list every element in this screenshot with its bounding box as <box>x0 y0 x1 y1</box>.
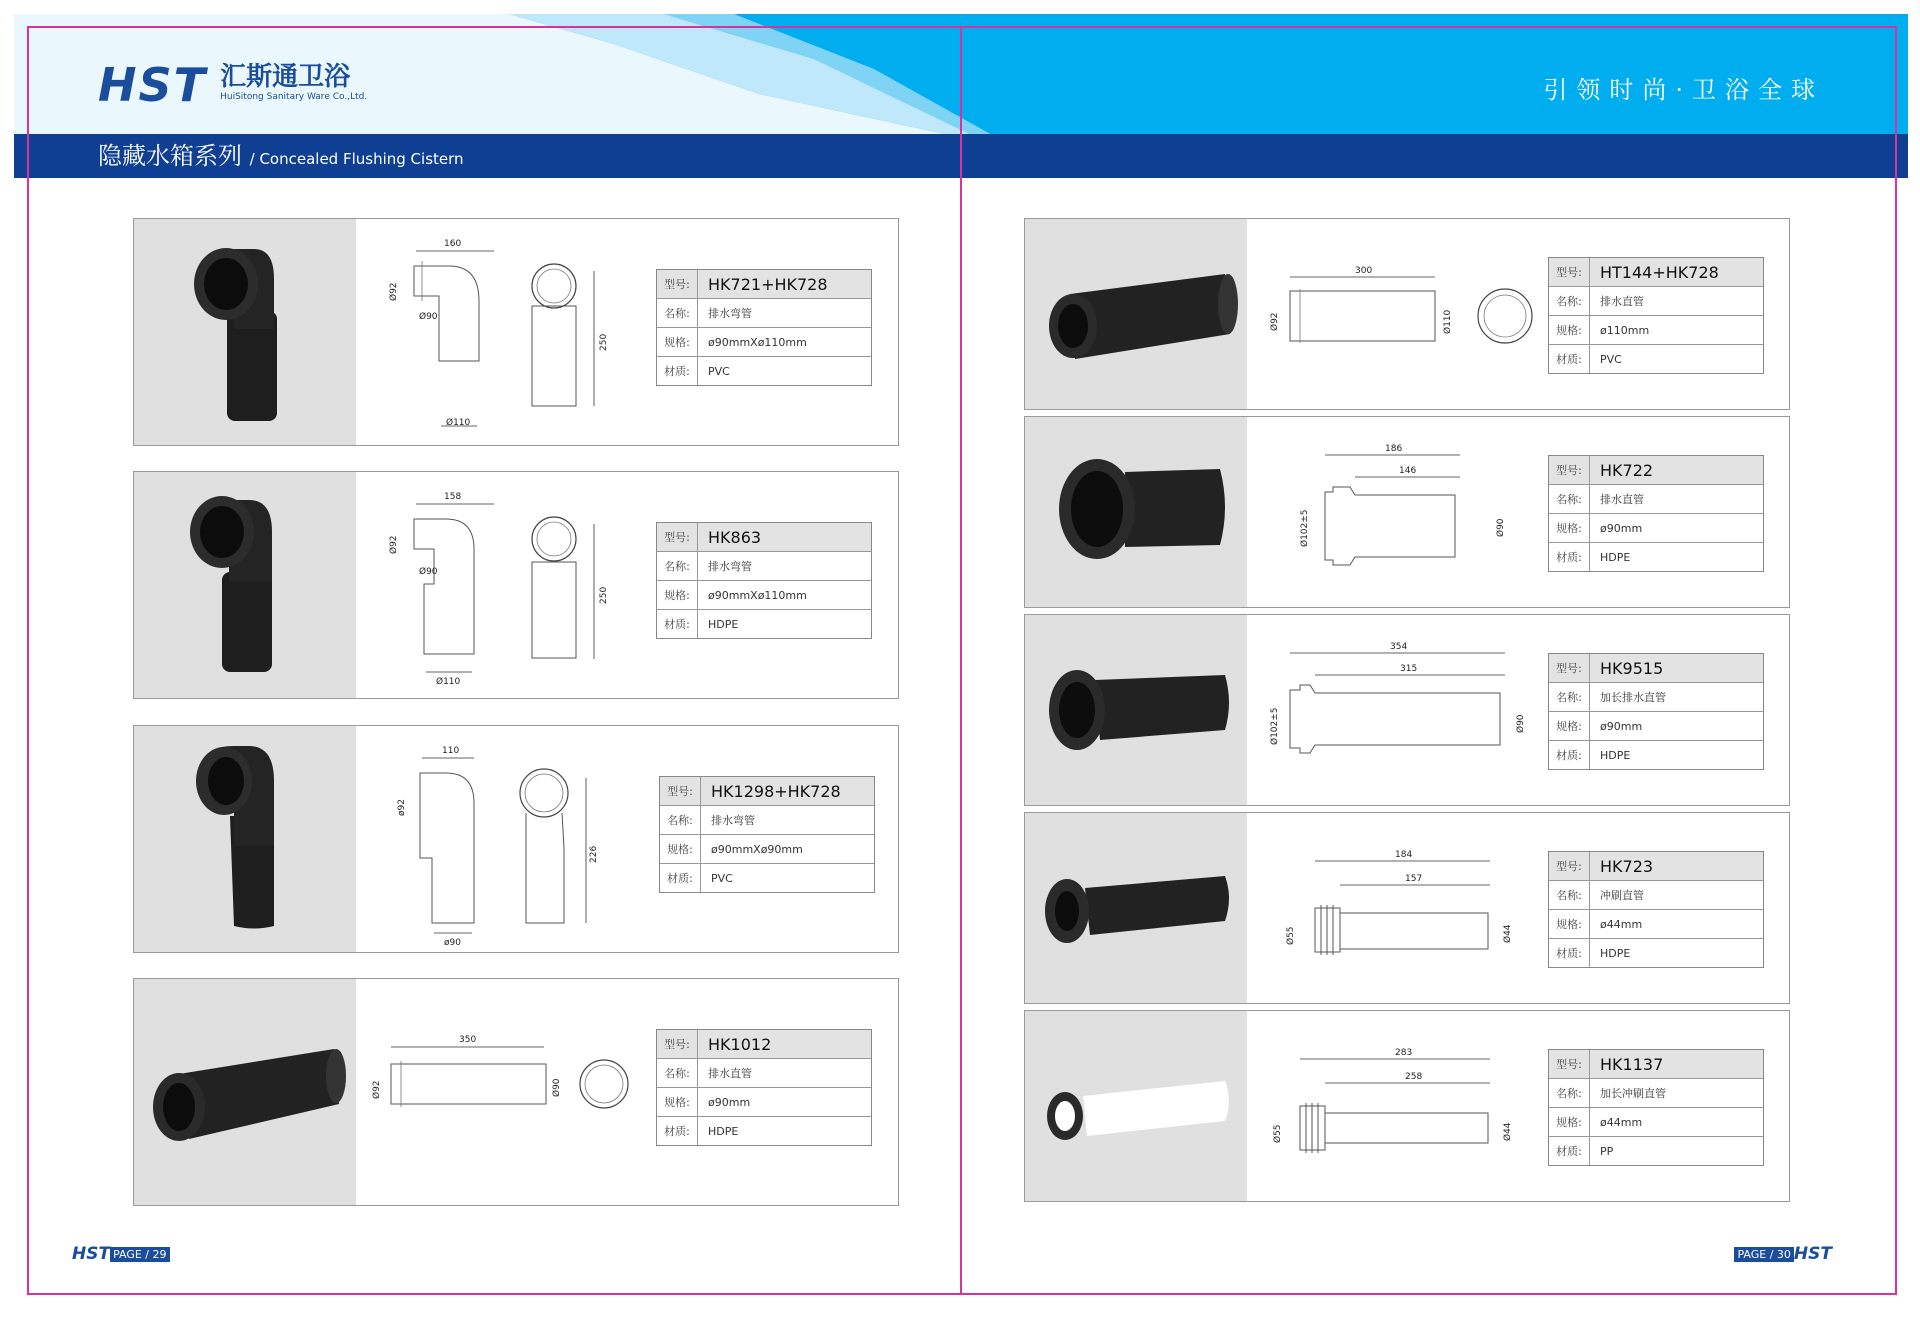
model-value: HK723 <box>1600 856 1654 876</box>
page-number: PAGE / 29 <box>110 1247 169 1262</box>
product-card <box>133 218 899 446</box>
svg-text:157: 157 <box>1405 874 1423 884</box>
svg-text:ø92: ø92 <box>397 799 407 816</box>
flush-pipe-image <box>1025 1011 1247 1201</box>
spec-label: 规格: <box>1549 316 1590 344</box>
spec-label: 名称: <box>1549 881 1590 909</box>
spec-label: 材质: <box>1549 939 1590 967</box>
spec-label: 材质: <box>657 610 698 638</box>
technical-drawing <box>1275 437 1535 587</box>
section-title <box>98 140 464 175</box>
page-number: PAGE / 30 <box>1734 1247 1793 1262</box>
footer-logo: HST <box>1793 1244 1832 1264</box>
spec-label: 材质: <box>1549 543 1590 571</box>
section-title-cn: 隐藏水箱系列 <box>98 142 242 170</box>
spec-table <box>1548 455 1764 572</box>
svg-text:354: 354 <box>1390 642 1408 652</box>
spec-label: 型号: <box>1549 258 1590 286</box>
technical-drawing <box>1255 843 1535 973</box>
spec-label: 名称: <box>1549 1079 1590 1107</box>
svg-text:184: 184 <box>1395 850 1413 860</box>
spec-label: 型号: <box>1549 654 1590 682</box>
guide-line-right <box>1895 26 1897 1295</box>
logo-mark: HST <box>98 58 208 112</box>
product-photo <box>1025 219 1247 409</box>
product-card <box>1024 614 1790 806</box>
spec-label: 规格: <box>1549 712 1590 740</box>
guide-line-top <box>27 26 1897 28</box>
product-card <box>133 471 899 699</box>
svg-text:Ø55: Ø55 <box>1286 926 1296 945</box>
spec-label: 规格: <box>1549 910 1590 938</box>
model-value: HK1137 <box>1600 1054 1664 1074</box>
spec-value: ø110mm <box>1600 323 1650 337</box>
svg-text:Ø44: Ø44 <box>1503 1122 1513 1141</box>
svg-text:Ø90: Ø90 <box>419 567 438 577</box>
svg-text:350: 350 <box>459 1035 477 1045</box>
svg-text:Ø110: Ø110 <box>1443 309 1453 334</box>
spec-value: ø90mmXø90mm <box>711 842 803 856</box>
product-photo <box>1025 417 1247 607</box>
product-photo <box>134 979 356 1205</box>
guide-line-left <box>27 26 29 1295</box>
spec-label: 名称: <box>660 806 701 834</box>
spec-label: 规格: <box>1549 514 1590 542</box>
svg-text:250: 250 <box>599 333 609 351</box>
svg-text:Ø92: Ø92 <box>389 535 399 554</box>
svg-text:Ø90: Ø90 <box>419 312 438 322</box>
material-value: HDPE <box>1600 550 1631 564</box>
model-value: HK863 <box>708 527 762 547</box>
spec-label: 名称: <box>1549 287 1590 315</box>
material-value: PP <box>1600 1144 1614 1158</box>
svg-text:186: 186 <box>1385 444 1403 454</box>
name-value: 加长排水直管 <box>1600 691 1666 704</box>
spec-label: 名称: <box>1549 683 1590 711</box>
technical-drawing <box>1255 259 1535 369</box>
slogan: 引领时尚·卫浴全球 <box>1543 76 1824 104</box>
technical-drawing <box>359 1019 639 1159</box>
svg-text:ø90: ø90 <box>444 938 461 948</box>
guide-line-center <box>960 26 962 1295</box>
spec-table <box>656 522 872 639</box>
svg-text:Ø102±5: Ø102±5 <box>1300 509 1310 547</box>
product-card <box>133 725 899 953</box>
product-photo <box>134 219 356 445</box>
svg-text:Ø110: Ø110 <box>436 677 461 687</box>
material-value: PVC <box>711 871 733 885</box>
material-value: HDPE <box>1600 748 1631 762</box>
spec-label: 材质: <box>657 1117 698 1145</box>
spec-label: 名称: <box>657 552 698 580</box>
spec-label: 材质: <box>1549 1137 1590 1165</box>
footer-right <box>1734 1244 1832 1264</box>
spec-table <box>1548 653 1764 770</box>
product-card <box>1024 416 1790 608</box>
spec-label: 规格: <box>1549 1108 1590 1136</box>
name-value: 排水弯管 <box>708 307 752 320</box>
spec-label: 规格: <box>657 1088 698 1116</box>
name-value: 排水弯管 <box>708 560 752 573</box>
spec-label: 名称: <box>657 1059 698 1087</box>
svg-text:Ø90: Ø90 <box>1496 518 1506 537</box>
svg-text:146: 146 <box>1399 466 1417 476</box>
name-value: 排水弯管 <box>711 814 755 827</box>
spec-label: 型号: <box>657 1030 698 1058</box>
svg-text:Ø92: Ø92 <box>1270 312 1280 331</box>
guide-line-bottom <box>27 1293 1897 1295</box>
product-card <box>1024 1010 1790 1202</box>
name-value: 排水直管 <box>1600 493 1644 506</box>
spec-label: 型号: <box>660 777 701 805</box>
product-card <box>1024 812 1790 1004</box>
technical-drawing <box>1255 635 1535 785</box>
elbow-pipe-image <box>134 472 356 698</box>
spec-table <box>656 269 872 386</box>
product-photo <box>134 726 356 952</box>
svg-text:158: 158 <box>444 492 462 502</box>
spec-value: ø90mmXø110mm <box>708 588 807 602</box>
elbow-pipe-image <box>134 726 356 952</box>
technical-drawing <box>1255 1041 1535 1171</box>
spec-label: 材质: <box>657 357 698 385</box>
svg-text:110: 110 <box>442 746 460 756</box>
material-value: PVC <box>708 364 730 378</box>
flanged-pipe-image <box>1025 417 1247 607</box>
model-value: HK721+HK728 <box>708 274 828 294</box>
spec-value: ø90mm <box>1600 719 1643 733</box>
spec-value: ø44mm <box>1600 1115 1643 1129</box>
flush-pipe-image <box>1025 813 1247 1003</box>
spec-label: 型号: <box>1549 456 1590 484</box>
footer-logo: HST <box>72 1244 111 1264</box>
svg-text:Ø90: Ø90 <box>1516 714 1526 733</box>
spec-value: ø90mmXø110mm <box>708 335 807 349</box>
model-value: HK1298+HK728 <box>711 781 841 801</box>
svg-text:Ø44: Ø44 <box>1503 924 1513 943</box>
svg-text:258: 258 <box>1405 1072 1423 1082</box>
svg-text:160: 160 <box>444 239 462 249</box>
spec-label: 型号: <box>1549 852 1590 880</box>
spec-label: 材质: <box>1549 345 1590 373</box>
model-value: HK9515 <box>1600 658 1664 678</box>
spec-table <box>656 1029 872 1146</box>
svg-text:Ø92: Ø92 <box>389 282 399 301</box>
svg-text:Ø90: Ø90 <box>552 1078 562 1097</box>
product-photo <box>1025 1011 1247 1201</box>
spec-label: 名称: <box>657 299 698 327</box>
product-photo <box>134 472 356 698</box>
spec-label: 型号: <box>657 270 698 298</box>
svg-text:Ø110: Ø110 <box>446 418 471 428</box>
spec-label: 型号: <box>657 523 698 551</box>
spec-label: 材质: <box>1549 741 1590 769</box>
section-title-en: / Concealed Flushing Cistern <box>249 150 464 168</box>
product-card <box>1024 218 1790 410</box>
svg-text:250: 250 <box>599 586 609 604</box>
brand-logo <box>98 58 368 112</box>
name-value: 排水直管 <box>708 1067 752 1080</box>
spec-label: 规格: <box>657 581 698 609</box>
technical-drawing <box>364 231 624 431</box>
spec-label: 规格: <box>657 328 698 356</box>
svg-text:315: 315 <box>1400 664 1418 674</box>
spec-label: 型号: <box>1549 1050 1590 1078</box>
material-value: HDPE <box>708 617 739 631</box>
technical-drawing <box>364 738 624 948</box>
elbow-pipe-image <box>134 219 356 445</box>
name-value: 加长冲刷直管 <box>1600 1087 1666 1100</box>
material-value: PVC <box>1600 352 1622 366</box>
spec-label: 材质: <box>660 864 701 892</box>
material-value: HDPE <box>708 1124 739 1138</box>
spec-label: 规格: <box>660 835 701 863</box>
spec-label: 名称: <box>1549 485 1590 513</box>
name-value: 冲刷直管 <box>1600 889 1644 902</box>
straight-pipe-image <box>1025 219 1247 409</box>
straight-pipe-image <box>134 979 356 1205</box>
logo-cn-name: 汇斯通卫浴 <box>220 62 351 92</box>
svg-text:226: 226 <box>589 845 599 863</box>
spec-value: ø44mm <box>1600 917 1643 931</box>
product-photo <box>1025 615 1247 805</box>
name-value: 排水直管 <box>1600 295 1644 308</box>
svg-text:283: 283 <box>1395 1048 1413 1058</box>
product-card <box>133 978 899 1206</box>
product-photo <box>1025 813 1247 1003</box>
flanged-pipe-image <box>1025 615 1247 805</box>
svg-text:300: 300 <box>1355 266 1373 276</box>
technical-drawing <box>364 484 624 687</box>
spec-table <box>1548 1049 1764 1166</box>
svg-text:Ø92: Ø92 <box>372 1080 382 1099</box>
spec-value: ø90mm <box>708 1095 751 1109</box>
spec-value: ø90mm <box>1600 521 1643 535</box>
svg-text:Ø102±5: Ø102±5 <box>1270 707 1280 745</box>
spec-table <box>1548 851 1764 968</box>
footer-left <box>72 1244 170 1264</box>
model-value: HT144+HK728 <box>1600 262 1719 282</box>
material-value: HDPE <box>1600 946 1631 960</box>
spec-table <box>659 776 875 893</box>
model-value: HK722 <box>1600 460 1654 480</box>
model-value: HK1012 <box>708 1034 772 1054</box>
spec-table <box>1548 257 1764 374</box>
svg-text:Ø55: Ø55 <box>1273 1124 1283 1143</box>
logo-en-name: HuiSitong Sanitary Ware Co.,Ltd. <box>220 92 368 102</box>
